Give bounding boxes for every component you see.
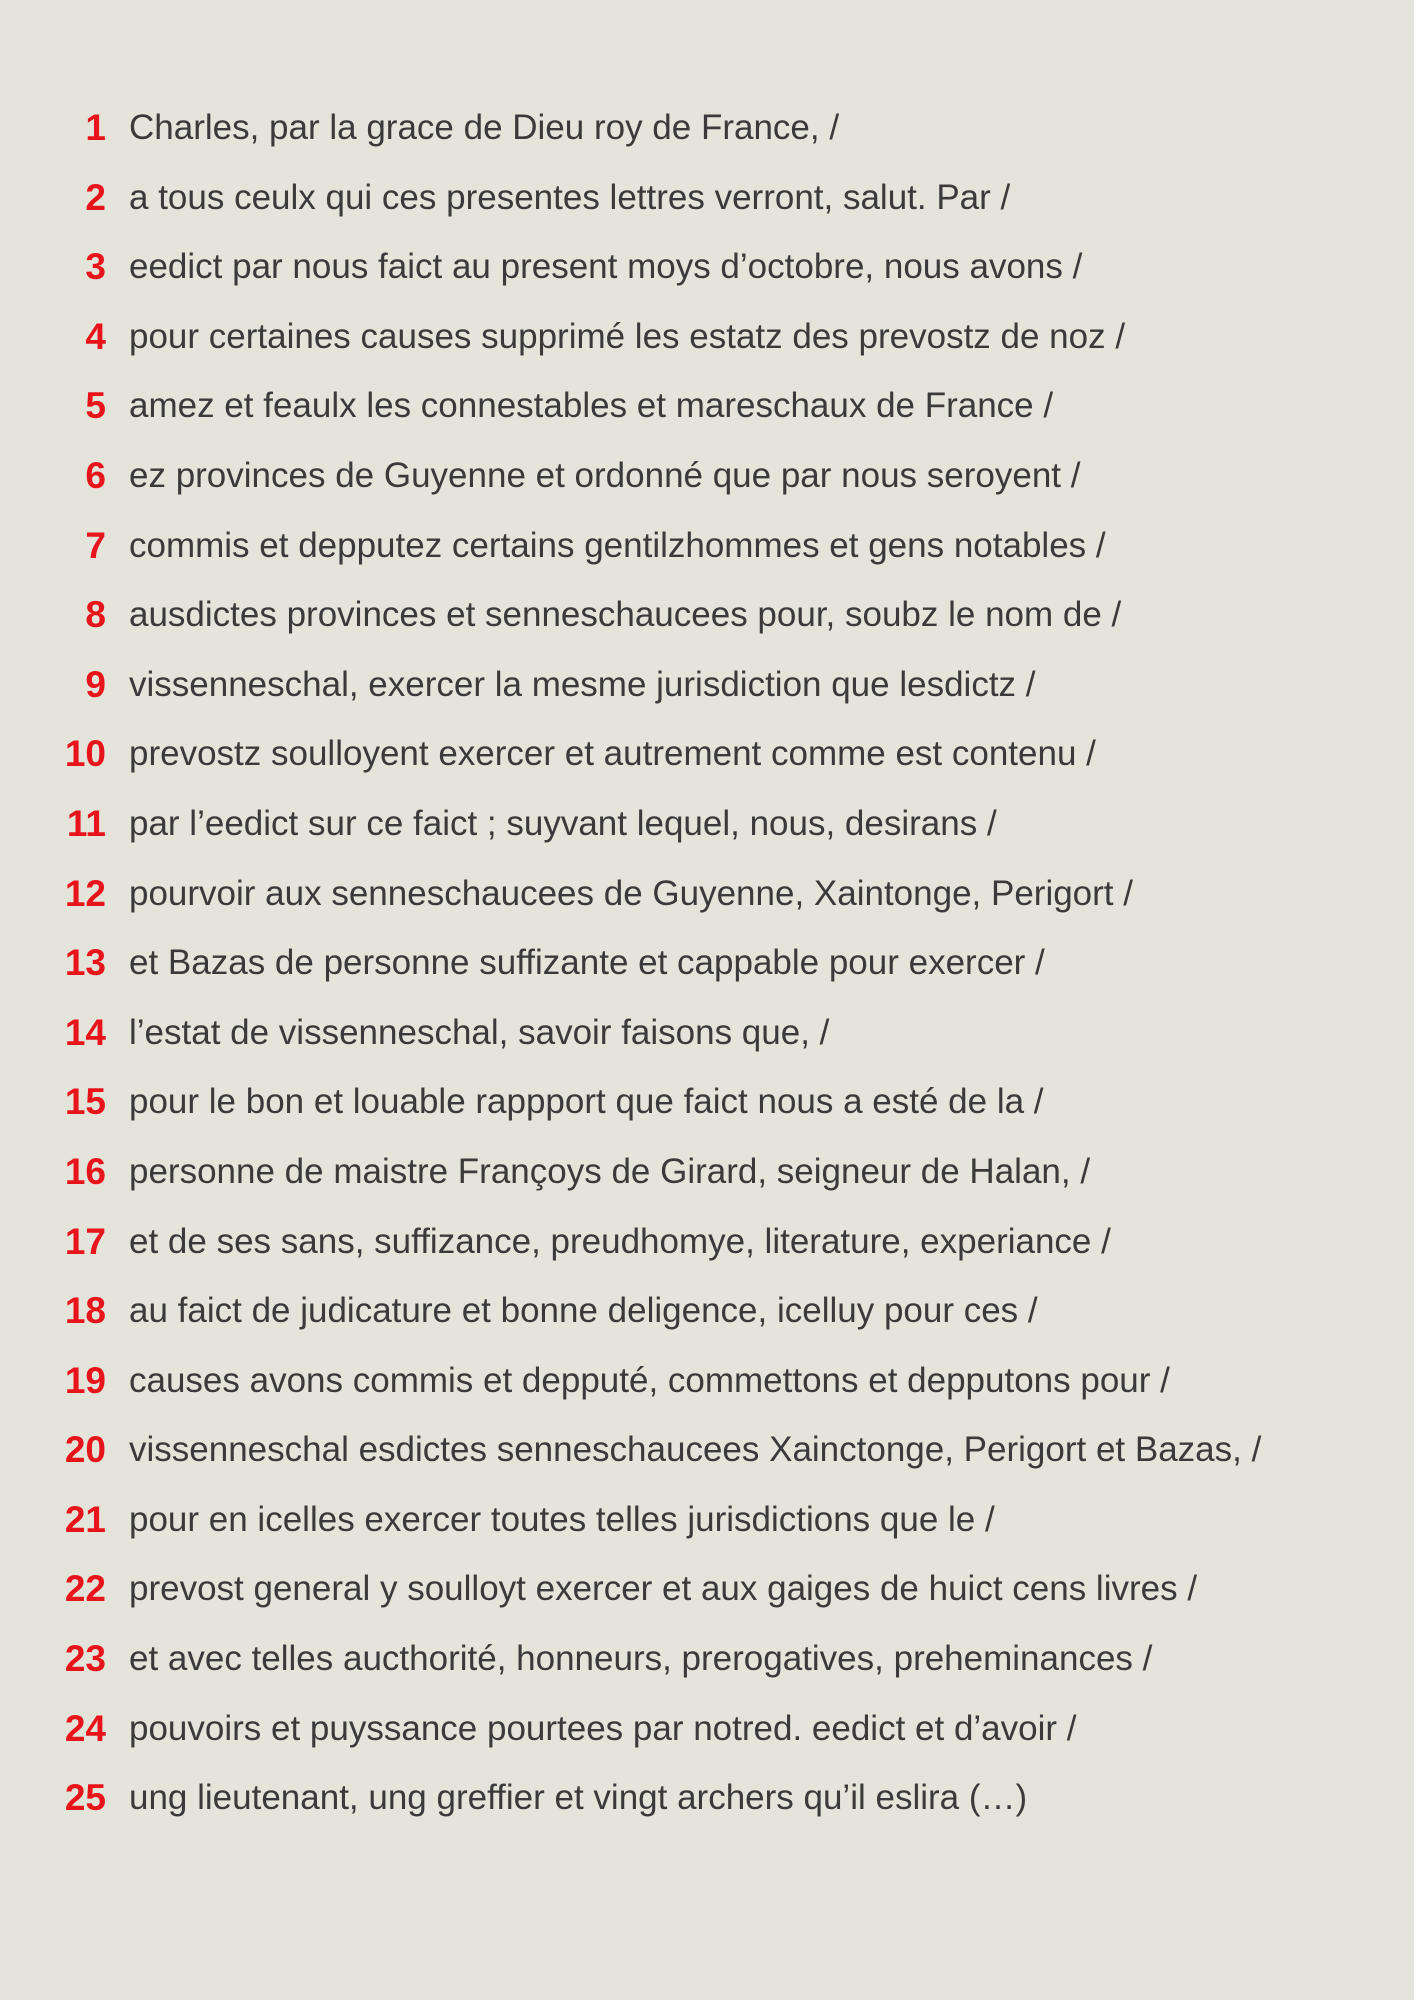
line-number: 23 [64,1638,106,1680]
line-text: ez provinces de Guyenne et ordonné que par nous seroyent / [129,455,1081,495]
transcription-line [0,1351,1414,1421]
line-number: 18 [64,1290,106,1332]
line-number: 19 [64,1359,106,1401]
line-text: vissenneschal esdictes senneschaucees Xainctonge, Perigort et Bazas, / [129,1430,1262,1470]
line-text: ung lieutenant, ung greffier et vingt archers qu’il eslira (…) [129,1778,1028,1818]
line-text: eedict par nous faict au present moys d’octobre, nous avons / [129,247,1083,287]
line-text: par l’eedict sur ce faict ; suyvant lequel, nous, desirans / [129,803,997,843]
line-text: prevostz soulloyent exercer et autrement comme est contenu / [129,734,1096,774]
transcription-line [0,1490,1414,1560]
transcription-line [0,1629,1414,1699]
line-number: 11 [66,802,106,844]
transcription-line [0,585,1414,655]
transcription-line [0,516,1414,586]
transcription-line [0,794,1414,864]
transcription-line [0,1072,1414,1142]
line-number: 7 [85,524,106,566]
transcription-line [0,1559,1414,1629]
line-number: 1 [85,107,106,148]
line-number: 20 [64,1429,106,1471]
line-text: et avec telles aucthorité, honneurs, prerogatives, preheminances / [129,1639,1153,1679]
line-text: personne de maistre Françoys de Girard, seigneur de Halan, / [129,1151,1091,1191]
line-number: 21 [64,1498,106,1540]
line-text: pouvoirs et puyssance pourtees par notred. eedict et d’avoir / [129,1708,1077,1748]
line-text: Charles, par la grace de Dieu roy de France, / [129,108,840,147]
transcription-line [0,376,1414,446]
line-text: amez et feaulx les connestables et mareschaux de France / [129,386,1054,426]
transcription-lines [0,98,1414,1838]
line-number: 10 [64,733,106,775]
transcription-line [0,307,1414,377]
line-text: vissenneschal, exercer la mesme jurisdiction que lesdictz / [129,664,1036,704]
transcription-line [0,864,1414,934]
line-number: 22 [64,1568,106,1610]
transcription-line [0,237,1414,307]
line-number: 24 [64,1707,106,1749]
transcription-line [0,655,1414,725]
line-number: 6 [85,454,106,496]
line-number: 17 [64,1220,106,1262]
line-text: pourvoir aux senneschaucees de Guyenne, Xaintonge, Perigort / [129,873,1133,913]
transcription-line [0,1142,1414,1212]
line-text: et de ses sans, suffizance, preudhomye, literature, experiance / [129,1221,1111,1261]
transcription-line [0,98,1414,168]
transcription-line [0,1699,1414,1769]
line-text: pour certaines causes supprimé les estatz des prevostz de noz / [129,316,1126,356]
transcription-line [0,446,1414,516]
line-text: et Bazas de personne suffizante et cappable pour exercer / [129,943,1045,983]
line-number: 4 [85,315,106,357]
line-number: 16 [64,1150,106,1192]
transcription-line [0,933,1414,1003]
line-text: l’estat de vissenneschal, savoir faisons que, / [129,1012,830,1052]
line-number: 2 [85,176,106,218]
line-text: pour en icelles exercer toutes telles jurisdictions que le / [129,1499,995,1539]
transcription-line [0,724,1414,794]
line-number: 12 [64,872,106,914]
line-number: 3 [85,246,106,288]
line-text: causes avons commis et depputé, commettons et depputons pour / [129,1360,1170,1400]
transcription-line [0,168,1414,238]
line-number: 8 [85,594,106,636]
transcription-line [0,1281,1414,1351]
line-text: commis et depputez certains gentilzhommes et gens notables / [129,525,1106,565]
line-number: 15 [64,1081,106,1123]
line-number: 25 [64,1777,106,1819]
line-text: a tous ceulx qui ces presentes lettres verront, salut. Par / [129,177,1011,217]
line-text: au faict de judicature et bonne deligence, icelluy pour ces / [129,1291,1038,1331]
line-number: 14 [64,1011,106,1053]
transcription-line [0,1768,1414,1838]
line-number: 9 [85,663,106,705]
line-text: prevost general y soulloyt exercer et aux gaiges de huict cens livres / [129,1569,1198,1609]
line-number: 13 [64,942,106,984]
transcription-line [0,1420,1414,1490]
transcription-line [0,1212,1414,1282]
line-text: ausdictes provinces et senneschaucees pour, soubz le nom de / [129,595,1122,635]
transcription-line [0,1003,1414,1073]
line-number: 5 [85,385,106,427]
line-text: pour le bon et louable rappport que faict nous a esté de la / [129,1082,1044,1122]
